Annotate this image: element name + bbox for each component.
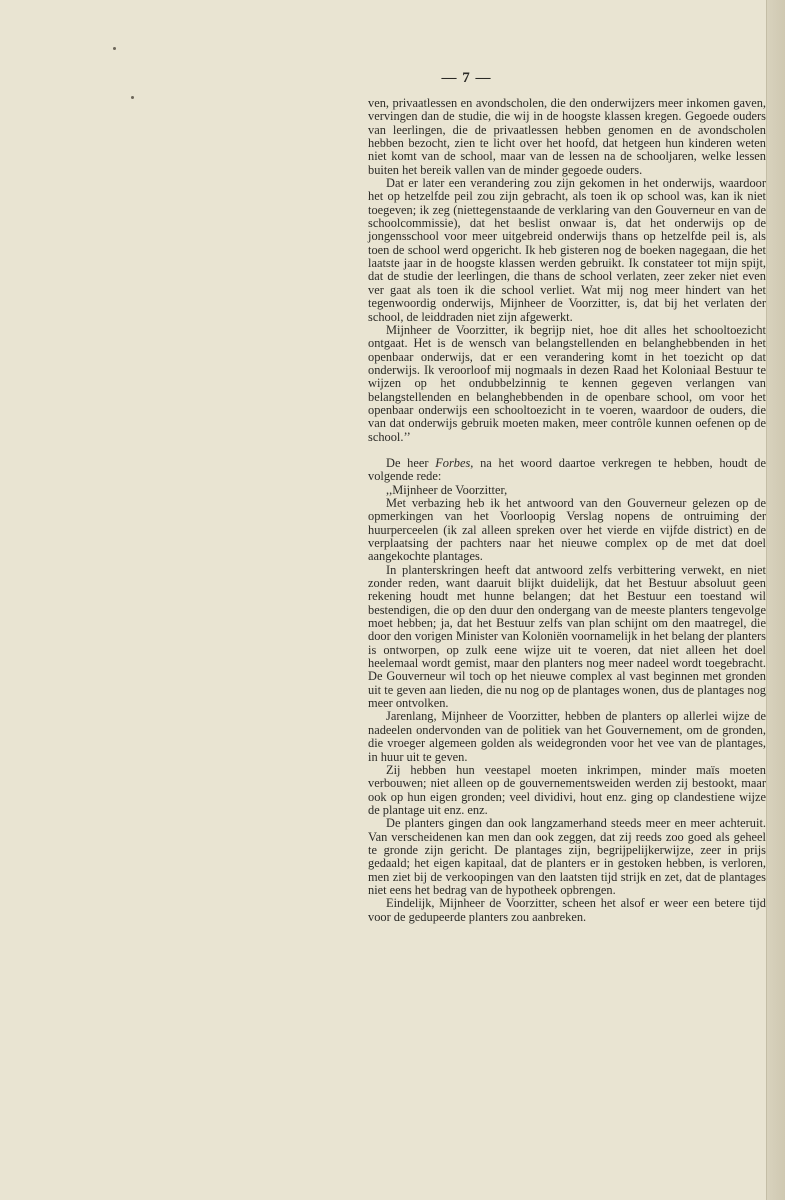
speaker-prefix: De heer — [386, 455, 436, 470]
paragraph: De planters gingen dan ook langzamerhand steeds meer en meer achteruit. Van verscheidenen kan men dan ook zeggen, dat zij reeds zoo goed als geheel te gronde zijn gericht. De plantages zijn, begrijpelijkerwijze, zeer in prijs gedaald; het eigen kapitaal, dat de planters er in gestoken hebben, is verloren, men ziet bij de verkoopingen van den laatsten tijd strijk en zet, dat de plantages niet eens het bedrag van de hypotheek opbrengen. — [368, 816, 766, 897]
salutation: ,,Mijnheer de Voorzitter, — [386, 482, 508, 497]
paragraph: Zij hebben hun veestapel moeten inkrimpen, minder maïs moeten verbouwen; niet alleen op de gouvernementsweiden werden zij bestookt, maar ook op hun eigen gronden; veel dividivi, hout enz. ging op clandestiene wijze de plantage uit enz. enz. — [368, 762, 766, 817]
paragraph: In planterskringen heeft dat antwoord zelfs verbittering verwekt, en niet zonder reden, want daaruit blijkt duidelijk, dat het Bestuur absoluut geen rekening houdt met hunne belangen; dat het Bestuur een toestand wil bestendigen, die op den duur den ondergang van de meeste planters tengevolge moet hebben; ja, dat het Bestuur zelfs van plan schijnt om den maatregel, die door den vorigen Minister van Koloniën voornamelijk in het belang der planters is ontworpen, op zulk eene wijze uit te voeren, dat niet alleen het doel heelemaal wordt gemist, maar den planters nog meer nadeel wordt toegebracht. De Gouverneur wil toch op het nieuwe complex al vast beginnen met gronden uit te geven aan lieden, die nu nog op de plantages wonen, dus de plantages nog meer ontvolken. — [368, 562, 766, 711]
body-text — [368, 97, 766, 924]
speaker-name: Forbes, — [435, 455, 474, 470]
paragraph: Met verbazing heb ik het antwoord van den Gouverneur gelezen op de opmerkingen van het Voorloopig Verslag nopens de ontruiming der huurperceelen (ik zal alleen spreken over het vierde en vijfde district) en de verplaatsing der pachters naar het nieuwe complex op de met dat doel aangekochte plantages. — [368, 495, 766, 564]
speaker-intro — [368, 457, 766, 484]
paragraph: Mijnheer de Voorzitter, ik begrijp niet, hoe dit alles het schooltoezicht ontgaat. Het is de wensch van belangstellenden en belanghebbenden in het openbaar onderwijs, dat er een verandering komt in het toezicht op dat onderwijs. Ik veroorloof mij nogmaals in dezen Raad het Koloniaal Bestuur te wijzen op het ondubbelzinnig te kennen gegeven verlangen van belangstellenden en belanghebbenden in de openbare school, om voor het openbaar onderwijs een schooltoezicht in te voeren, waardoor de ouders, die van dat onderwijs gebruik moeten maken, meer contrôle kunnen oefenen op de school.’’ — [368, 322, 766, 444]
paragraph: ven, privaatlessen en avondscholen, die den onderwijzers meer inkomen gaven, vervingen dan de studie, die wij in de hoogste klassen kregen. Gegoede ouders van leerlingen, die de privaatlessen hebben genomen en de avondscholen hebben bezocht, zien te licht over het hoofd, dat hetgeen hun kinderen weten niet komt van de school, maar van de lessen na de schooljaren, welke lessen buiten het bereik vallen van de minder gegoede ouders. — [368, 96, 766, 177]
paragraph: Eindelijk, Mijnheer de Voorzitter, scheen het alsof er weer een betere tijd voor de gedupeerde planters zou aanbreken. — [368, 896, 766, 924]
speck — [131, 96, 134, 99]
speck — [113, 47, 116, 50]
paragraph: Dat er later een verandering zou zijn gekomen in het onderwijs, waardoor het op hetzelfde peil zou zijn gebracht, als toen ik op school was, kan ik niet toegeven; ik zeg (niettegenstaande de verklaring van den Gouverneur en van de schoolcommissie), dat het beslist onwaar is, dat het onderwijs op de jongensschool voor meer uitgebreid onderwijs thans op hetzelfde peil is, als toen de school werd opgericht. Ik heb gisteren nog de boeken nagegaan, die het laatste jaar in de hoogste klassen werden gebruikt. Ik constateer tot mijn spijt, dat de studie der leerlingen, die thans de school verlaten, zeer zeker niet even ver gaat als toen ik die school verliet. Wat mij nog meer hindert van het tegenwoordig onderwijs, Mijnheer de Voorzitter, is, dat bij het verlaten der school, de leiddraden niet zijn afgewerkt. — [368, 176, 766, 324]
page-edge — [766, 0, 785, 1200]
speaker-suffix: na het woord daartoe verkregen te hebben, houdt de volgende rede: — [368, 455, 766, 484]
page-number: — 7 — — [441, 70, 492, 86]
paragraph: Jarenlang, Mijnheer de Voorzitter, hebben de planters op allerlei wijze de nadeelen ondervonden van de politiek van het Gouvernement, om de gronden, die vroeger algemeen golden als weidegronden voor het vee van de plantages, in huur uit te geven. — [368, 709, 766, 764]
